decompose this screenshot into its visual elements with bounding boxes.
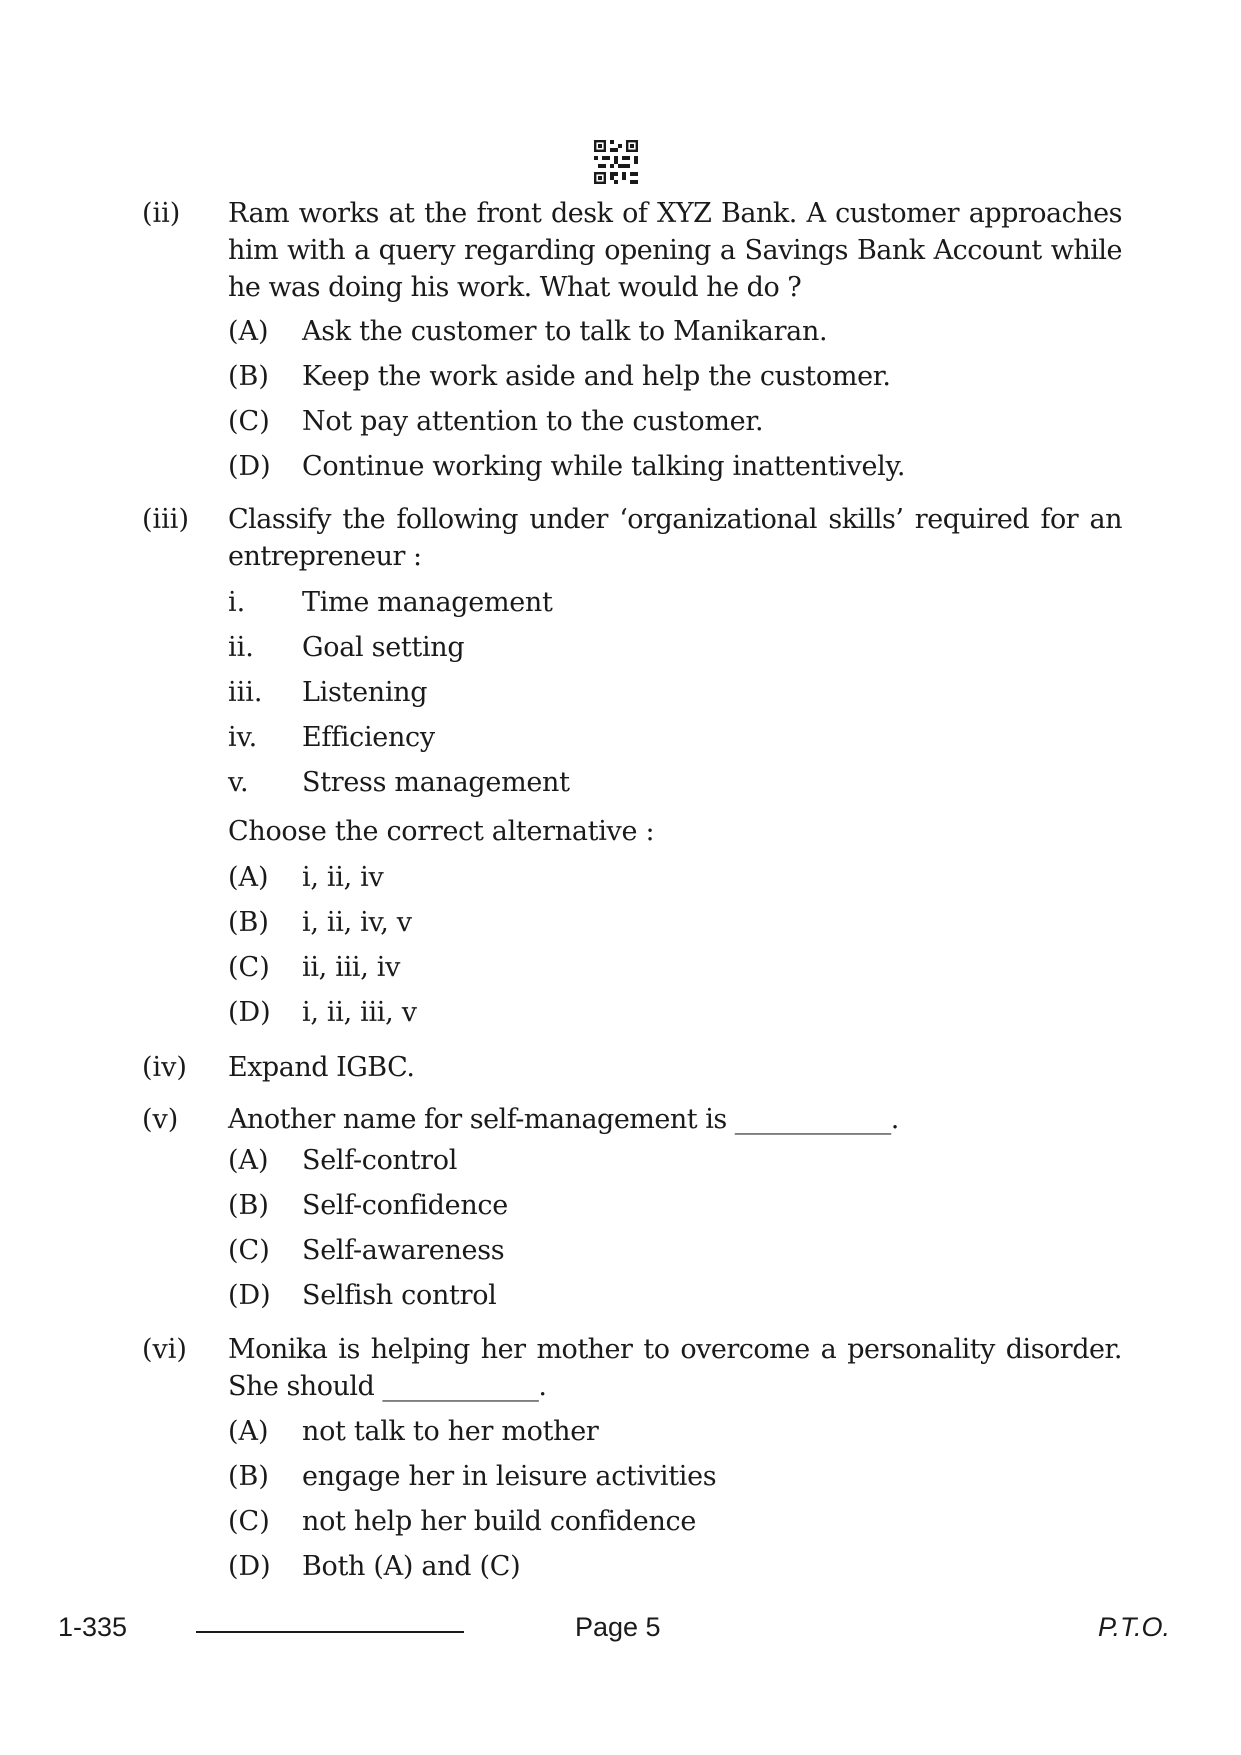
option-a[interactable] <box>228 316 1108 361</box>
option-label: (D) <box>228 451 271 482</box>
page-number: Page 5 <box>575 1612 661 1642</box>
option-d[interactable] <box>228 1280 1108 1325</box>
choose-instruction: Choose the correct alternative : <box>228 816 655 847</box>
options-vi <box>228 1416 1108 1596</box>
item-text: Time management <box>302 587 553 618</box>
paper-code: 1-335 <box>58 1612 128 1642</box>
classify-items <box>228 587 1108 812</box>
option-c[interactable] <box>228 952 1108 997</box>
option-text: Not pay attention to the customer. <box>302 406 764 437</box>
option-label: (C) <box>228 1235 270 1266</box>
item-label: iii. <box>228 677 263 708</box>
option-text: Self-confidence <box>302 1190 508 1221</box>
pto-label: P.T.O. <box>1098 1612 1171 1642</box>
item-text: Stress management <box>302 767 570 798</box>
option-b[interactable] <box>228 1461 1108 1506</box>
option-text: Self-awareness <box>302 1235 505 1266</box>
question-v <box>142 1101 1122 1138</box>
option-text: Keep the work aside and help the customer. <box>302 361 891 392</box>
option-label: (B) <box>228 361 269 392</box>
qr-code-icon <box>594 140 638 184</box>
option-text: not talk to her mother <box>302 1416 599 1447</box>
list-item <box>228 632 1108 677</box>
footer-divider <box>196 1631 464 1633</box>
option-label: (B) <box>228 907 269 938</box>
question-stem: Classify the following under ‘organizational skills’ required for an entrepreneur : <box>228 504 1122 572</box>
option-a[interactable] <box>228 862 1108 907</box>
options-v <box>228 1145 1108 1325</box>
option-d[interactable] <box>228 1551 1108 1596</box>
option-d[interactable] <box>228 451 1108 496</box>
question-vi <box>142 1331 1122 1405</box>
question-stem: Another name for self-management is ____________. <box>228 1104 899 1135</box>
option-c[interactable] <box>228 1506 1108 1551</box>
options-ii <box>228 316 1108 496</box>
item-text: Listening <box>302 677 428 708</box>
question-ii <box>142 195 1122 306</box>
option-label: (A) <box>228 1145 269 1176</box>
option-d[interactable] <box>228 997 1108 1042</box>
option-label: (D) <box>228 997 271 1028</box>
question-number: (v) <box>142 1104 179 1135</box>
option-text: i, ii, iii, v <box>302 997 417 1028</box>
option-b[interactable] <box>228 1190 1108 1235</box>
option-label: (C) <box>228 952 270 983</box>
option-label: (C) <box>228 1506 270 1537</box>
item-label: v. <box>228 767 249 798</box>
question-iv <box>142 1049 1122 1086</box>
options-iii <box>228 862 1108 1042</box>
question-number: (vi) <box>142 1334 187 1365</box>
list-item <box>228 677 1108 722</box>
option-label: (C) <box>228 406 270 437</box>
item-text: Efficiency <box>302 722 435 753</box>
option-text: Continue working while talking inattentively. <box>302 451 906 482</box>
option-text: i, ii, iv, v <box>302 907 412 938</box>
item-text: Goal setting <box>302 632 465 663</box>
option-b[interactable] <box>228 361 1108 406</box>
list-item <box>228 722 1108 767</box>
option-text: Ask the customer to talk to Manikaran. <box>302 316 828 347</box>
option-label: (A) <box>228 1416 269 1447</box>
option-label: (A) <box>228 316 269 347</box>
option-text: Selfish control <box>302 1280 497 1311</box>
list-item <box>228 767 1108 812</box>
option-a[interactable] <box>228 1145 1108 1190</box>
item-label: ii. <box>228 632 254 663</box>
question-stem: Ram works at the front desk of XYZ Bank. A customer approaches him with a query regarding opening a Savings Bank Account while he was doing his work. What would he do ? <box>228 198 1122 303</box>
option-label: (D) <box>228 1280 271 1311</box>
option-text: ii, iii, iv <box>302 952 401 983</box>
option-b[interactable] <box>228 907 1108 952</box>
question-number: (iv) <box>142 1052 187 1083</box>
option-a[interactable] <box>228 1416 1108 1461</box>
option-text: engage her in leisure activities <box>302 1461 717 1492</box>
question-stem: Monika is helping her mother to overcome a personality disorder. She should ____________. <box>228 1334 1122 1402</box>
question-number: (ii) <box>142 198 181 229</box>
option-label: (A) <box>228 862 269 893</box>
option-text: i, ii, iv <box>302 862 384 893</box>
question-number: (iii) <box>142 504 189 535</box>
list-item <box>228 587 1108 632</box>
option-text: not help her build confidence <box>302 1506 697 1537</box>
option-text: Both (A) and (C) <box>302 1551 521 1582</box>
item-label: iv. <box>228 722 258 753</box>
question-stem: Expand IGBC. <box>228 1052 415 1083</box>
option-c[interactable] <box>228 1235 1108 1280</box>
option-label: (D) <box>228 1551 271 1582</box>
option-label: (B) <box>228 1190 269 1221</box>
question-iii <box>142 501 1122 575</box>
option-text: Self-control <box>302 1145 458 1176</box>
item-label: i. <box>228 587 246 618</box>
option-label: (B) <box>228 1461 269 1492</box>
option-c[interactable] <box>228 406 1108 451</box>
